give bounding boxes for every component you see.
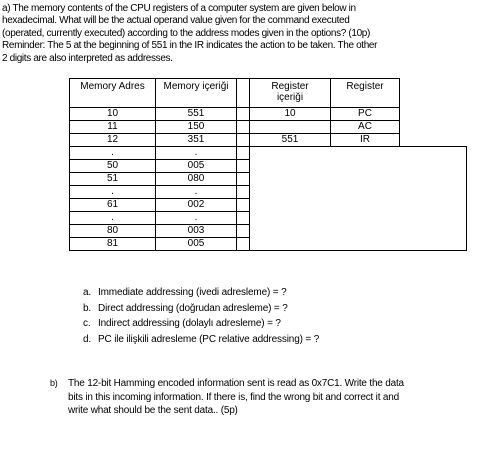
empty-cell	[400, 108, 467, 121]
spacer-cell	[237, 173, 250, 186]
question-a-line: Reminder: The 5 at the beginning of 551 in the IR indicates the action to be taken. The other	[2, 40, 378, 52]
content-cell: 003	[156, 225, 237, 238]
spacer-cell	[237, 160, 250, 173]
option-item	[83, 301, 319, 317]
option-text: Direct addressing (doğrudan adresleme) = ?	[98, 302, 288, 314]
spacer-cell	[237, 134, 250, 147]
question-a-text	[2, 3, 498, 65]
option-item	[83, 316, 319, 332]
option-text: PC ile ilişkili adresleme (PC relative addressing) = ?	[98, 333, 320, 345]
content-cell: .	[156, 212, 237, 225]
header-register: Register	[331, 79, 400, 108]
spacer-cell	[237, 212, 250, 225]
question-a-line: hexadecimal. What will be the actual operand value given for the command executed	[2, 15, 350, 27]
address-cell: 81	[70, 238, 156, 251]
spacer-cell	[237, 199, 250, 212]
address-cell: 12	[70, 134, 156, 147]
address-cell: 11	[70, 121, 156, 134]
option-text: Indirect addressing (dolaylı adresleme) = ?	[98, 318, 281, 329]
spacer-cell	[237, 108, 250, 121]
address-cell: .	[70, 186, 156, 199]
content-cell: 150	[156, 121, 237, 134]
register-content-cell: 551	[250, 134, 331, 147]
header-register-content-line2: içeriği	[276, 92, 304, 103]
header-memory-address: Memory Adres	[70, 79, 156, 108]
question-b-line	[50, 377, 404, 391]
content-cell: 005	[156, 238, 237, 251]
table-row	[70, 108, 467, 121]
content-cell: .	[156, 147, 237, 160]
spacer-cell	[237, 147, 250, 160]
spacer-cell	[237, 225, 250, 238]
address-cell: 51	[70, 173, 156, 186]
question-b	[50, 377, 404, 418]
question-a-line: (operated, currently executed) according to the address modes given in the options? (10p)	[2, 27, 370, 39]
option-label: a.	[83, 287, 92, 298]
header-memory-content: Memory içeriği	[156, 79, 237, 108]
address-cell: 80	[70, 225, 156, 238]
question-a-line: a) The memory contents of the CPU registers of a computer system are given below in	[2, 3, 356, 14]
question-b-text: The 12-bit Hamming encoded information sent is read as 0x7C1. Write the data	[68, 378, 404, 389]
register-cell: AC	[331, 121, 400, 134]
content-cell: 351	[156, 134, 237, 147]
address-cell: .	[70, 212, 156, 225]
content-cell: 005	[156, 160, 237, 173]
content-cell: .	[156, 186, 237, 199]
register-cell: PC	[331, 108, 400, 121]
option-text: Immediate addressing (ivedi adresleme) = ?	[98, 287, 287, 298]
address-cell: 10	[70, 108, 156, 121]
address-cell: .	[70, 147, 156, 160]
option-label: c.	[83, 318, 91, 329]
content-cell: 080	[156, 173, 237, 186]
register-content-cell	[250, 121, 331, 134]
empty-cell	[400, 134, 467, 147]
address-cell: 50	[70, 160, 156, 173]
register-content-cell: 10	[250, 108, 331, 121]
table-row	[70, 121, 467, 134]
empty-cell	[400, 79, 467, 108]
table-header-row	[70, 79, 467, 108]
question-b-line: bits in this incoming information. If there is, find the wrong bit and correct it and	[68, 391, 399, 403]
content-cell: 551	[156, 108, 237, 121]
register-cell: IR	[331, 134, 400, 147]
spacer-cell	[237, 121, 250, 134]
empty-cell	[400, 121, 467, 134]
table-row	[70, 134, 467, 147]
memory-register-table	[69, 78, 467, 251]
option-item	[83, 332, 319, 348]
question-b-label: b)	[50, 378, 58, 388]
question-b-line: write what should be the sent data.. (5p)	[68, 405, 238, 416]
content-cell: 002	[156, 199, 237, 212]
header-register-content	[250, 79, 331, 108]
spacer-cell	[237, 79, 250, 108]
spacer-cell	[237, 186, 250, 199]
options-list	[83, 285, 319, 347]
header-register-content-line1: Register	[271, 81, 309, 92]
table-row	[70, 147, 467, 160]
empty-register-area	[250, 147, 467, 251]
option-label: b.	[83, 302, 92, 314]
spacer-cell	[237, 238, 250, 251]
option-item	[83, 285, 319, 301]
question-a-line: 2 digits are also interpreted as addresses.	[2, 52, 173, 64]
address-cell: 61	[70, 199, 156, 212]
option-label: d.	[83, 333, 92, 345]
